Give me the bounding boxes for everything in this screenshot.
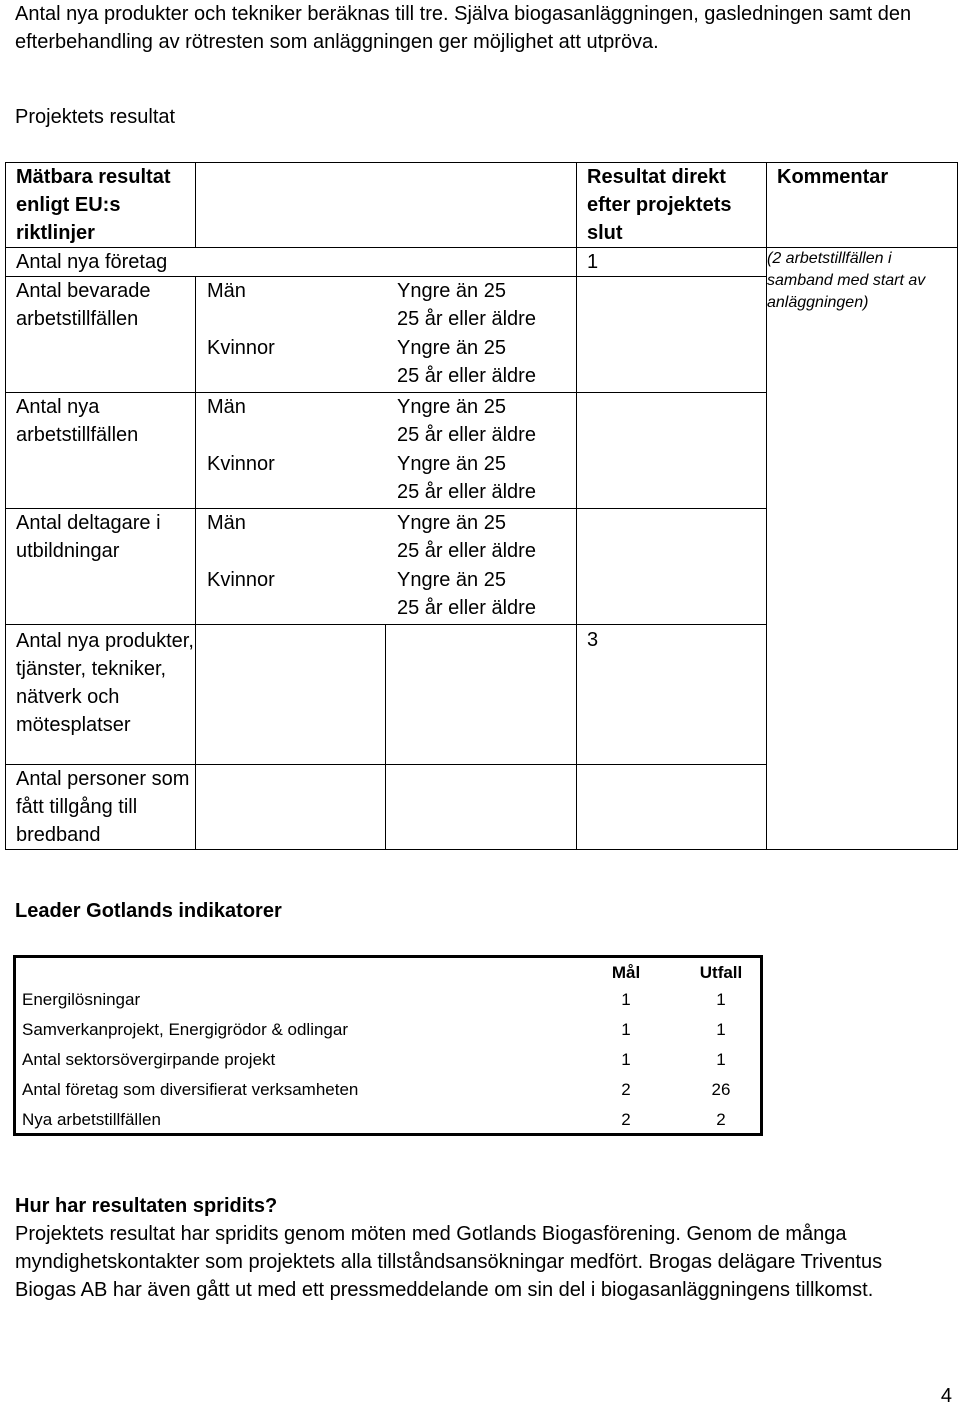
page-number: 4 — [940, 1385, 952, 1407]
indicator-label: Antal sektorsövergirpande projekt — [22, 1050, 276, 1069]
sex-age-block — [196, 277, 576, 392]
indicator-goal: 1 — [621, 1050, 631, 1069]
indicator-outcome: 1 — [716, 990, 726, 1009]
row-value: 3 — [577, 625, 767, 765]
comment-header: Kommentar — [767, 163, 958, 248]
indicators-table — [13, 955, 763, 1136]
sex-age-block — [196, 509, 576, 624]
sex-men: Män — [207, 396, 246, 418]
age-old: 25 år eller äldre — [397, 424, 536, 446]
age-old: 25 år eller äldre — [397, 481, 536, 503]
results-header-row — [6, 163, 958, 248]
row-label: Antal nya arbetstillfällen — [6, 393, 196, 509]
indicator-goal: 2 — [621, 1110, 631, 1129]
table-row — [16, 1105, 760, 1135]
indicator-outcome: 2 — [716, 1110, 726, 1129]
row-value — [577, 393, 767, 509]
indicator-outcome: 26 — [711, 1080, 731, 1099]
row-value — [577, 509, 767, 625]
sex-men: Män — [207, 512, 246, 534]
row-label: Antal bevarade arbetstillfällen — [6, 277, 196, 393]
row-value — [577, 277, 767, 393]
indicator-goal: 2 — [621, 1080, 631, 1099]
goal-header: Mål — [611, 963, 641, 982]
indicator-goal: 1 — [621, 1020, 631, 1039]
sex-women: Kvinnor — [207, 569, 275, 591]
age-young: Yngre än 25 — [397, 512, 506, 534]
result-header: Resultat direkt efter projektets slut — [577, 163, 767, 248]
age-old: 25 år eller äldre — [397, 308, 536, 330]
age-young: Yngre än 25 — [397, 280, 506, 302]
sex-women: Kvinnor — [207, 453, 275, 475]
age-young: Yngre än 25 — [397, 396, 506, 418]
row-label: Antal nya produkter, tjänster, tekniker, nätverk och mötesplatser — [6, 625, 196, 765]
indicator-label: Nya arbetstillfällen — [22, 1110, 161, 1129]
results-table — [5, 162, 958, 850]
table-row — [16, 1045, 760, 1075]
row-label: Antal nya företag — [6, 248, 577, 277]
sex-women: Kvinnor — [207, 337, 275, 359]
empty-cell — [386, 765, 577, 850]
indicator-label: Antal företag som diversifierat verksamheten — [22, 1080, 359, 1099]
empty-cell — [386, 625, 577, 765]
empty-cell — [196, 625, 386, 765]
comment-cell: (2 arbetstillfällen i samband med start av anläggningen) — [767, 248, 958, 850]
outcome-header: Utfall — [699, 963, 743, 982]
indicator-label: Samverkanprojekt, Energigrödor & odlingar — [22, 1020, 349, 1039]
indicators-header-row — [16, 958, 760, 988]
spread-paragraph: Projektets resultat har spridits genom möten med Gotlands Biogasförening. Genom de många myndighetskontakter som projektets alla tillståndsansökningar medfört. Brogas delägare Triventus Biogas AB har även gått ut med ett pressmeddelande om sin del i biogasanläggningens tillkomst. — [15, 1223, 883, 1301]
row-value: 1 — [577, 248, 767, 277]
indicator-outcome: 1 — [716, 1020, 726, 1039]
sex-age-block — [196, 393, 576, 508]
intro-paragraph: Antal nya produkter och tekniker beräknas till tre. Själva biogasanläggningen, gasledningen samt den efterbehandling av rötresten som anläggningen ger möjlighet att utpröva. — [15, 3, 912, 53]
results-section-title: Projektets resultat — [15, 106, 176, 128]
row-value — [577, 765, 767, 850]
indicator-goal: 1 — [621, 990, 631, 1009]
col1-header: Mätbara resultat enligt EU:s riktlinjer — [6, 163, 196, 248]
age-young: Yngre än 25 — [397, 453, 506, 475]
age-young: Yngre än 25 — [397, 569, 506, 591]
age-young: Yngre än 25 — [397, 337, 506, 359]
indicator-label: Energilösningar — [22, 990, 141, 1009]
spread-title: Hur har resultaten spridits? — [15, 1195, 278, 1217]
age-old: 25 år eller äldre — [397, 540, 536, 562]
empty-cell — [196, 765, 386, 850]
table-row — [16, 1075, 760, 1105]
row-label: Antal personer som fått tillgång till bredband — [6, 765, 196, 850]
age-old: 25 år eller äldre — [397, 365, 536, 387]
sex-men: Män — [207, 280, 246, 302]
table-row — [16, 985, 760, 1015]
table-row — [6, 248, 958, 277]
age-old: 25 år eller äldre — [397, 597, 536, 619]
indicators-title: Leader Gotlands indikatorer — [15, 900, 282, 922]
indicator-outcome: 1 — [716, 1050, 726, 1069]
table-row — [16, 1015, 760, 1045]
empty-header-cell — [196, 163, 577, 248]
row-label: Antal deltagare i utbildningar — [6, 509, 196, 625]
